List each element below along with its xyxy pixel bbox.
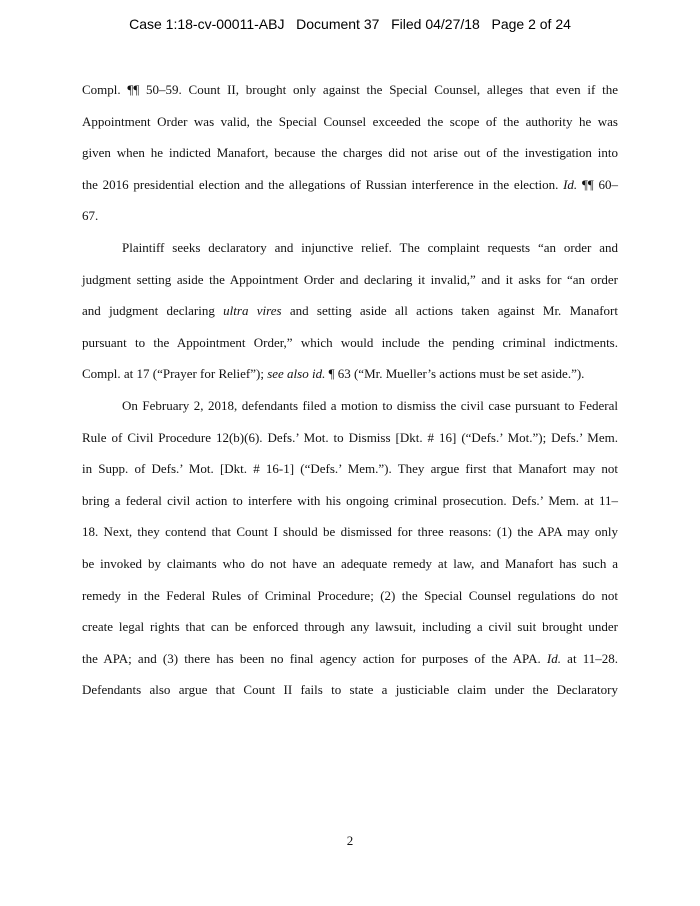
- body-text: [82, 78, 618, 710]
- text-line: Compl. ¶¶ 50–59. Count II, brought only against the Special Counsel, alleges that even if the: [82, 82, 618, 97]
- text-line: Compl. at 17 (“Prayer for Relief”); see also id. ¶ 63 (“Mr. Mueller’s actions must be set aside.”).: [82, 366, 585, 382]
- case-header: [0, 16, 700, 32]
- text-line: remedy in the Federal Rules of Criminal Procedure; (2) the Special Counsel regulations do not: [82, 587, 618, 603]
- text-line: Plaintiff seeks declaratory and injunctive relief. The complaint requests “an order and: [122, 239, 618, 255]
- text-line: Appointment Order was valid, the Special Counsel exceeded the scope of the authority he was: [82, 113, 618, 129]
- text-line: the 2016 presidential election and the allegations of Russian interference in the election. Id. ¶¶ 60–: [82, 176, 619, 192]
- text-line: in Supp. of Defs.’ Mot. [Dkt. # 16-1] (“Defs.’ Mem.”). They argue first that Manafort may not: [82, 461, 618, 477]
- text-line: Rule of Civil Procedure 12(b)(6). Defs.’ Mot. to Dismiss [Dkt. # 16] (“Defs.’ Mot.”); Defs.’ Mem.: [82, 429, 618, 445]
- text-line: 18. Next, they contend that Count I should be dismissed for three reasons: (1) the APA may only: [82, 524, 618, 540]
- text-line: given when he indicted Manafort, because the charges did not arise out of the investigation into: [82, 145, 618, 161]
- case-number: Case 1:18-cv-00011-ABJ: [129, 16, 285, 32]
- text-line: bring a federal civil action to interfere with his ongoing criminal prosecution. Defs.’ Mem. at 11–: [82, 492, 618, 508]
- filed-date: Filed 04/27/18: [391, 16, 480, 32]
- text-line: judgment setting aside the Appointment Order and declaring it invalid,” and it asks for “an order: [82, 271, 618, 287]
- text-line: and judgment declaring ultra vires and setting aside all actions taken against Mr. Manafort: [82, 303, 618, 319]
- text-line: be invoked by claimants who do not have an adequate remedy at law, and Manafort has such a: [82, 555, 618, 571]
- text-line: On February 2, 2018, defendants filed a motion to dismiss the civil case pursuant to Federal: [122, 397, 618, 413]
- text-line: the APA; and (3) there has been no final agency action for purposes of the APA. Id. at 11–28.: [82, 650, 618, 666]
- page-number: 2: [346, 833, 354, 848]
- text-line: Defendants also argue that Count II fails to state a justiciable claim under the Declaratory: [82, 682, 618, 698]
- text-line: pursuant to the Appointment Order,” which would include the pending criminal indictments.: [82, 334, 618, 350]
- text-line: 67.: [82, 208, 99, 224]
- document-number: Document 37: [296, 16, 380, 32]
- text-line: create legal rights that can be enforced through any lawsuit, including a civil suit brought under: [82, 619, 618, 635]
- page-count: Page 2 of 24: [491, 16, 571, 32]
